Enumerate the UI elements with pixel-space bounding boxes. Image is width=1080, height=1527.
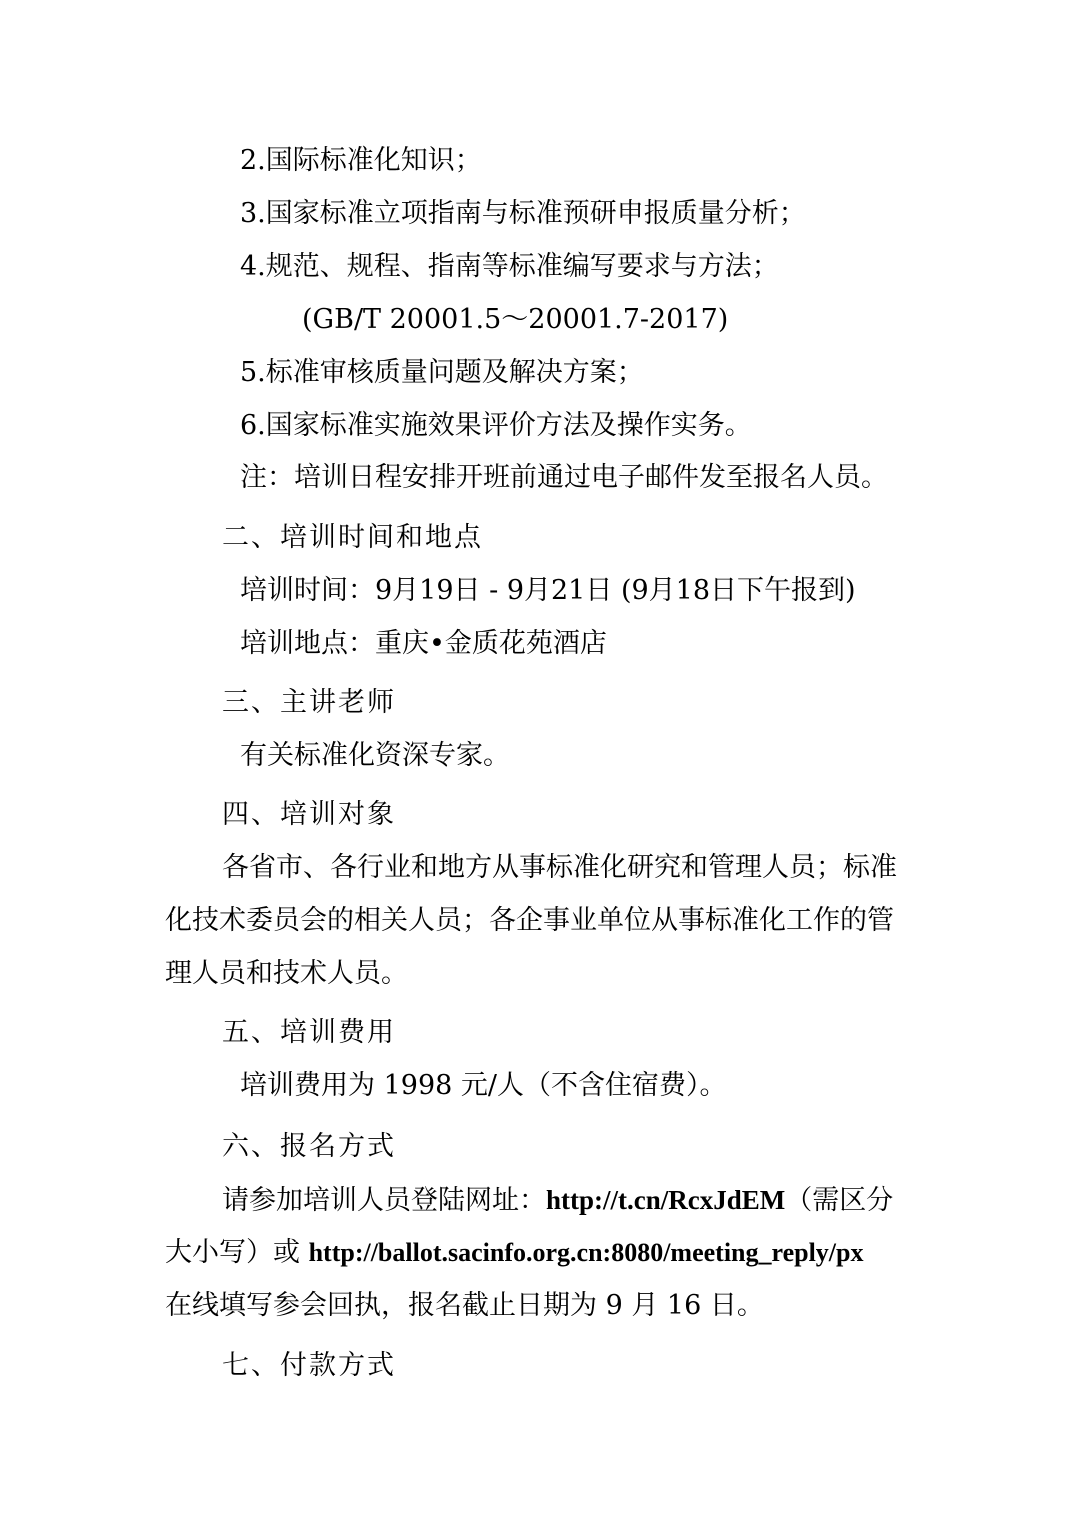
training-place: 培训地点：重庆•金质花苑酒店 [240,628,607,659]
audience-line-2: 化技术委员会的相关人员；各企事业单位从事标准化工作的管 [165,905,894,936]
section-heading-lecturer: 三、主讲老师 [222,687,396,718]
content-item-6: 6.国家标准实施效果评价方法及操作实务。 [240,410,752,441]
audience-line-1: 各省市、各行业和地方从事标准化研究和管理人员；标准 [222,852,897,883]
content-item-5: 5.标准审核质量问题及解决方案； [240,357,644,388]
registration-line-2 [165,1235,863,1271]
fee-text: 培训费用为 1998 元/人（不含住宿费）。 [240,1070,727,1101]
section-heading-registration: 六、报名方式 [222,1131,396,1162]
content-item-4: 4.规范、规程、指南等标准编写要求与方法； [240,251,779,282]
content-item-3: 3.国家标准立项指南与标准预研申报质量分析； [240,198,806,229]
section-heading-fee: 五、培训费用 [222,1017,396,1048]
content-item-2: 2.国际标准化知识； [240,145,482,176]
registration-line-1 [222,1182,893,1218]
registration-line-1-suffix: （需区分 [785,1185,894,1216]
registration-url-long[interactable]: http://ballot.sacinfo.org.cn:8080/meeting_reply/px [308,1238,864,1267]
registration-url-short[interactable]: http://t.cn/RcxJdEM [546,1185,786,1215]
training-time: 培训时间：9月19日 - 9月21日 (9月18日下午报到) [240,575,856,606]
audience-line-3: 理人员和技术人员。 [165,958,408,989]
registration-line-2-prefix: 大小写）或 [165,1237,309,1268]
section-heading-payment: 七、付款方式 [222,1350,396,1381]
registration-line-1-prefix: 请参加培训人员登陆网址： [222,1185,546,1216]
lecturer-text: 有关标准化资深专家。 [240,740,510,771]
content-note: 注：培训日程安排开班前通过电子邮件发至报名人员。 [240,462,888,493]
section-heading-time-place: 二、培训时间和地点 [222,522,483,553]
content-item-4-standard: (GB/T 20001.5～20001.7-2017) [302,304,729,335]
section-heading-audience: 四、培训对象 [222,799,396,830]
registration-line-3: 在线填写参会回执，报名截止日期为 9 月 16 日。 [165,1290,764,1321]
